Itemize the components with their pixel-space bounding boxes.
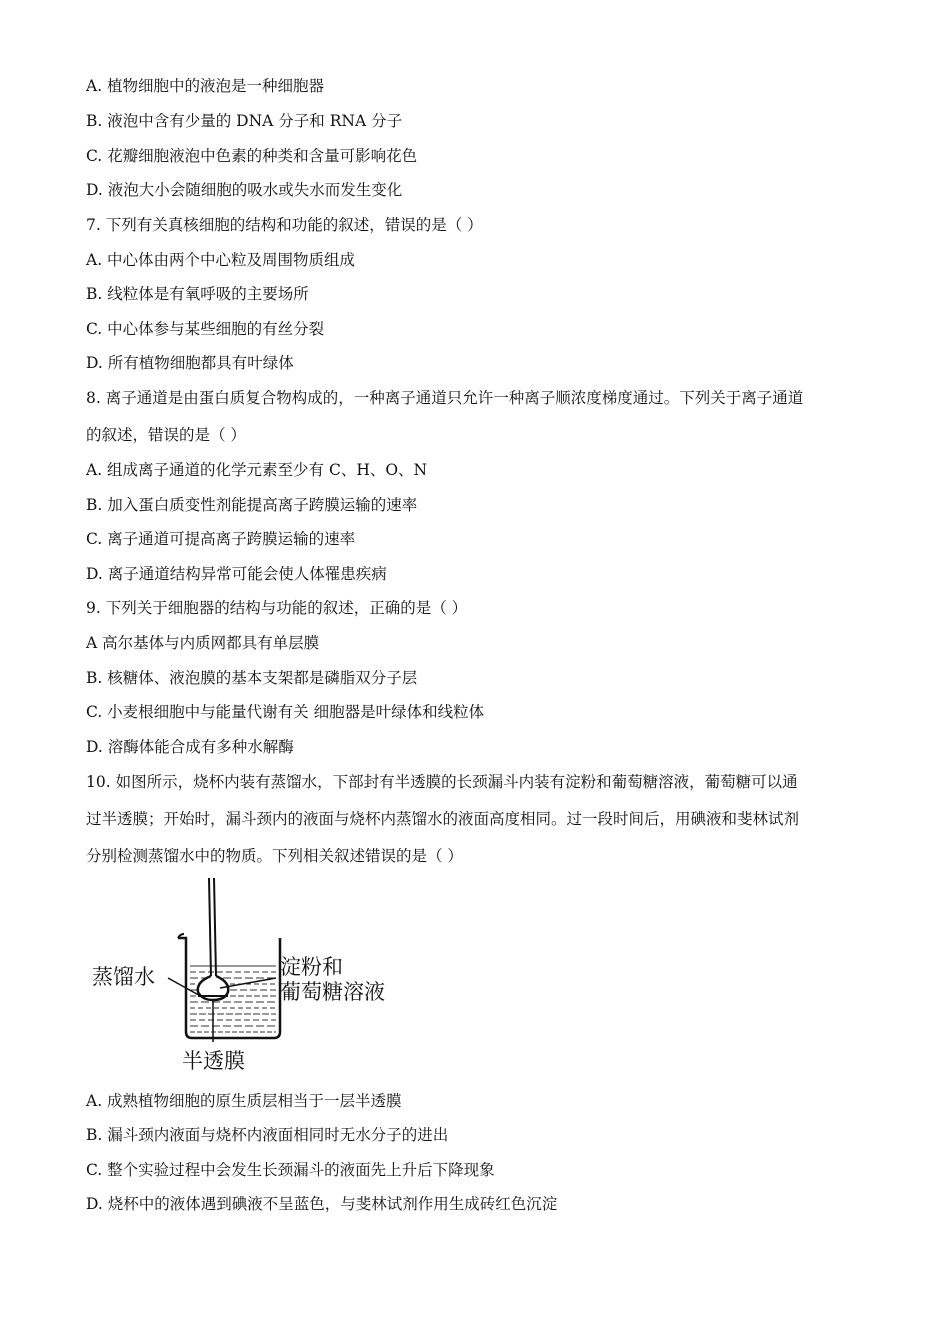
q7-option-c: C. 中心体参与某些细胞的有丝分裂 (86, 320, 325, 338)
q7-option-b: B. 线粒体是有氧呼吸的主要场所 (86, 285, 309, 303)
label-water: 蒸馏水 (92, 965, 155, 989)
q9-option-c: C. 小麦根细胞中与能量代谢有关 细胞器是叶绿体和线粒体 (86, 703, 485, 721)
q10-option-c: C. 整个实验过程中会发生长颈漏斗的液面先上升后下降现象 (86, 1161, 495, 1179)
q10-option-b: B. 漏斗颈内液面与烧杯内液面相同时无水分子的进出 (86, 1126, 449, 1144)
q8-stem-line2: 的叙述，错误的是（ ） (86, 426, 246, 444)
q7-stem: 7. 下列有关真核细胞的结构和功能的叙述，错误的是（ ） (86, 216, 483, 234)
q6-option-b: B. 液泡中含有少量的 DNA 分子和 RNA 分子 (86, 112, 403, 130)
q9-option-a: A 高尔基体与内质网都具有单层膜 (86, 634, 320, 652)
solution-pointer (220, 978, 276, 988)
q8-option-d: D. 离子通道结构异常可能会使人体罹患疾病 (86, 565, 387, 583)
q7-option-a: A. 中心体由两个中心粒及周围物质组成 (86, 251, 356, 269)
water-hatching (190, 966, 276, 1032)
q10-option-d: D. 烧杯中的液体遇到碘液不呈蓝色，与斐林试剂作用生成砖红色沉淀 (86, 1195, 558, 1213)
q8-option-b: B. 加入蛋白质变性剂能提高离子跨膜运输的速率 (86, 496, 418, 514)
osmosis-diagram (86, 876, 416, 1076)
q9-option-d: D. 溶酶体能合成有多种水解酶 (86, 738, 294, 756)
label-membrane: 半透膜 (182, 1049, 245, 1073)
q8-option-c: C. 离子通道可提高离子跨膜运输的速率 (86, 530, 356, 548)
q6-option-a: A. 植物细胞中的液泡是一种细胞器 (86, 77, 325, 95)
q10-stem-line1: 10. 如图所示，烧杯内装有蒸馏水，下部封有半透膜的长颈漏斗内装有淀粉和葡萄糖溶液，葡萄糖可以通 (86, 773, 798, 791)
q10-option-a: A. 成熟植物细胞的原生质层相当于一层半透膜 (86, 1092, 402, 1110)
label-solution-line1: 淀粉和 (280, 955, 343, 979)
q6-option-c: C. 花瓣细胞液泡中色素的种类和含量可影响花色 (86, 147, 418, 165)
funnel-neck-right (214, 878, 216, 976)
q6-option-d: D. 液泡大小会随细胞的吸水或失水而发生变化 (86, 181, 403, 199)
q10-stem-line2: 过半透膜；开始时，漏斗颈内的液面与烧杯内蒸馏水的液面高度相同。过一段时间后，用碘液和斐林试剂 (86, 810, 800, 828)
q8-option-a: A. 组成离子通道的化学元素至少有 C、H、O、N (86, 461, 428, 479)
q8-stem-line1: 8. 离子通道是由蛋白质复合物构成的，一种离子通道只允许一种离子顺浓度梯度通过。下列关于离子通道 (86, 389, 804, 407)
q7-option-d: D. 所有植物细胞都具有叶绿体 (86, 354, 294, 372)
q10-stem-line3: 分别检测蒸馏水中的物质。下列相关叙述错误的是（ ） (86, 847, 463, 865)
label-solution-line2: 葡萄糖溶液 (280, 980, 385, 1004)
q9-option-b: B. 核糖体、液泡膜的基本支架都是磷脂双分子层 (86, 669, 418, 687)
funnel-neck-left (209, 878, 211, 976)
q9-stem: 9. 下列关于细胞器的结构与功能的叙述，正确的是（ ） (86, 599, 468, 617)
